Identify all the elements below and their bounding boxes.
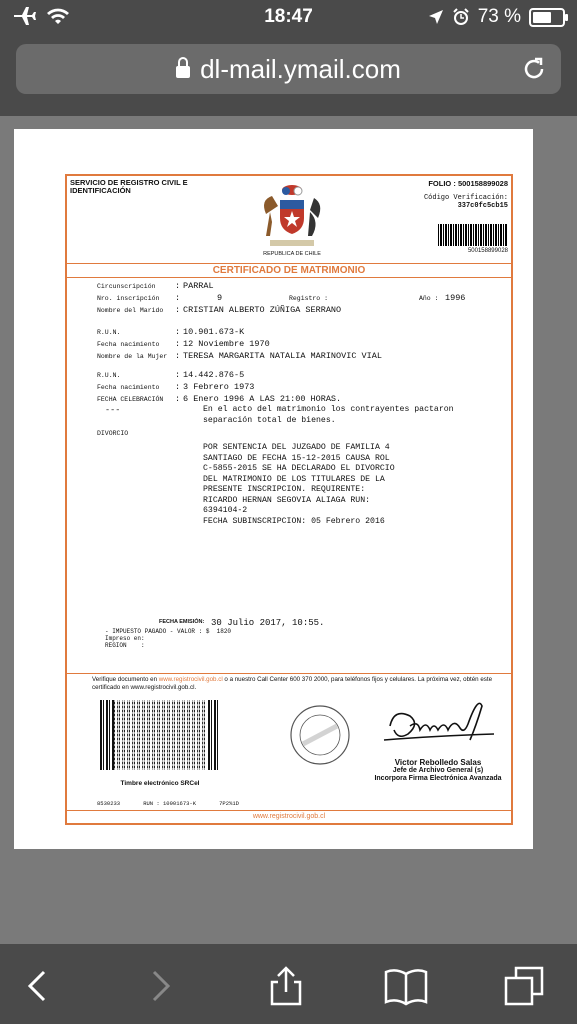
registro-label: Registro : [289,295,329,302]
field-value: 9 [217,293,223,303]
official-stamp-icon [289,704,351,766]
pdf417-barcode [100,700,220,770]
field-value: TERESA MARGARITA NATALIA MARINOVIC VIAL [183,351,382,361]
signer-sub: Incorpora Firma Electrónica Avanzada [374,775,502,782]
forward-icon[interactable] [138,964,182,1008]
verification-pre: Verifique documento en [92,676,159,683]
field-inscripcion: Nro. inscripción : 9 Registro : Año : 1996 [97,293,466,303]
status-bar [0,0,577,36]
field-label: Nro. inscripción [97,295,160,302]
field-divorcio [97,428,501,438]
status-right [428,6,565,28]
back-icon[interactable] [16,964,60,1008]
reload-icon[interactable] [521,56,547,82]
page-content[interactable] [0,116,577,944]
field-value: 6 Enero 1996 A LAS 21:00 HORAS. [183,394,342,404]
field-run-marido: R.U.N. : 10.901.673-K [97,327,245,337]
status-time: 18:47 [264,6,313,27]
verification-code-label: Código Verificación: [423,194,508,202]
divorce-text: POR SENTENCIA DEL JUZGADO DE FAMILIA 4 SANTIAGO DE FECHA 15-12-2015 CAUSA ROL C-5855-2015 SE HA DECLARADO EL DIVORCIO DEL MATRIMONIO DE LOS TITULARES DE LA PRESENTE INSCRIPCION. REQUIRENTE: RICARDO HERNAN SEGOVIA ALIAGA RUN: 6394104-2 FECHA SUBINSCRIPCION: 05 Febrero 2016 [203,443,395,526]
field-label: R.U.N. [97,329,121,336]
field-marido: Nombre del Marido : CRISTIAN ALBERTO ZÚÑIGA SERRANO [97,305,342,315]
location-icon [428,9,444,25]
url-text: dl-mail.ymail.com [200,53,401,84]
field-value: 14.442.876-5 [183,370,245,380]
tabs-icon[interactable] [502,964,546,1008]
field-mujer: Nombre de la Mujer : TERESA MARGARITA NATALIA MARINOVIC VIAL [97,351,382,361]
barcode [438,224,508,246]
verification-post: o a nuestro Call Center 600 370 2000, para teléfonos fijos y celulares. La próxima vez, obtén este certificado en www.registrocivil.gob.cl. [92,676,493,691]
divider [67,673,511,674]
document-page [14,129,533,849]
field-value: 3 Febrero 1973 [183,382,255,392]
signer-title: Jefe de Archivo General (s) [392,767,484,774]
folio [428,179,508,188]
coat-of-arms-icon [252,184,332,250]
barcode-number: 500158899028 [467,248,508,254]
field-label: Nombre del Marido [97,307,164,314]
battery-fill [533,12,551,23]
signer-name: Victor Rebolledo Salas [394,758,482,767]
field-value: 12 Noviembre 1970 [183,339,270,349]
folio-label: FOLIO : [428,179,456,188]
field-run-mujer: R.U.N. : 14.442.876-5 [97,370,245,380]
field-label: Fecha nacimiento [97,341,160,348]
signature-icon [382,696,497,751]
emission-value: 30 Julio 2017, 10:55. [211,618,325,628]
ano-label: Año : [419,295,439,302]
divider [67,810,511,811]
browser-chrome [0,36,577,116]
field-value: CRISTIAN ALBERTO ZÚÑIGA SERRANO [183,305,342,315]
verification-link[interactable]: www.registrocivil.gob.cl [158,676,223,683]
field-value: 10.901.673-K [183,327,245,337]
marriage-certificate [65,174,513,825]
divider [67,263,511,264]
verification-code [424,194,508,210]
footer-codes: 8530233 RUN : 10901673-K 7P2%1D [97,800,239,807]
field-label: DIVORCIO [97,430,129,437]
verification-code-value: 337c0fc5cb15 [457,202,508,210]
republica-label: REPUBLICA DE CHILE [263,251,321,257]
ano-value: 1996 [445,293,466,303]
field-fnac-marido: Fecha nacimiento : 12 Noviembre 1970 [97,339,270,349]
field-celebracion: FECHA CELEBRACIÓN : 6 Enero 1996 A LAS 21:00 HORAS. [97,394,342,404]
signer-block [373,759,503,783]
field-value: PARRAL [183,281,214,291]
certificate-title: CERTIFICADO DE MATRIMONIO [212,265,366,276]
browser-toolbar [0,944,577,1024]
field-circunscripcion: Circunscripción : PARRAL [97,281,214,291]
alarm-icon [452,8,470,26]
verification-text [92,676,496,692]
field-label: FECHA CELEBRACIÓN [97,396,164,403]
field-label: Circunscripción [97,283,156,290]
field-label: Fecha nacimiento [97,384,160,391]
bookmarks-icon[interactable] [384,964,428,1008]
battery-percent: 73 % [477,6,521,27]
share-icon[interactable] [264,964,308,1008]
divider [67,277,511,278]
timbre-label: Timbre electrónico SRCeI [120,780,200,787]
issuer-name: SERVICIO DE REGISTRO CIVIL E IDENTIFICACIÓN [70,178,188,195]
field-label: R.U.N. [97,372,121,379]
field-fnac-mujer: Fecha nacimiento : 3 Febrero 1973 [97,382,255,392]
lock-icon [176,66,190,78]
tax-info: - IMPUESTO PAGADO - VALOR : $ 1820 Impreso en: REGION : [105,628,232,649]
emission-label: FECHA EMISIÓN: [159,619,205,625]
folio-value: 500158899028 [457,179,508,188]
footer-url[interactable]: www.registrocivil.gob.cl [252,813,326,820]
dashes-text: --- [105,405,121,415]
note-text: En el acto del matrimonio los contrayentes pactaron separación total de bienes. [203,405,454,425]
field-label: Nombre de la Mujer [97,353,168,360]
battery-icon [529,8,565,27]
address-bar[interactable] [16,44,561,94]
